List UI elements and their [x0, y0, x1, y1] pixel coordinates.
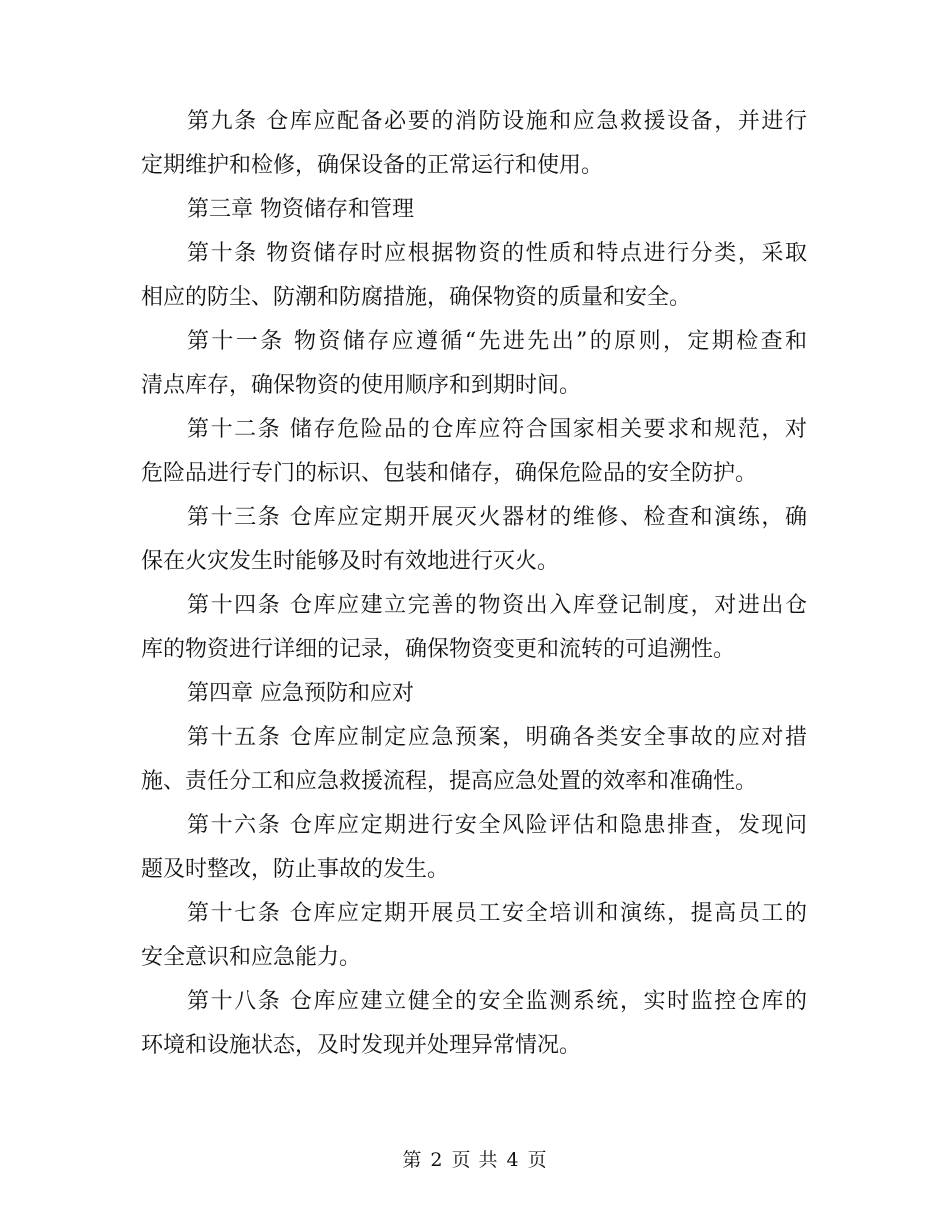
text-line: 第十四条 仓库应建立完善的物资出入库登记制度，对进出仓 [187, 593, 807, 618]
footer-suffix: 页 [527, 1149, 548, 1171]
text-line: 保在火灾发生时能够及时有效地进行灭火。 [141, 549, 560, 574]
text-line: 第十五条 仓库应制定应急预案，明确各类安全事故的应对措 [187, 725, 807, 750]
article-paragraph [141, 892, 807, 980]
text-line: 定期维护和检修，确保设备的正常运行和使用。 [141, 153, 604, 178]
text-line: 安全意识和应急能力。 [141, 945, 362, 970]
chapter-heading [141, 188, 807, 232]
article-paragraph [141, 980, 807, 1068]
text-line: 第十一条 物资储存应遵循“先进先出”的原则，定期检查和 [187, 329, 807, 354]
text-line: 清点库存，确保物资的使用顺序和到期时间。 [141, 373, 582, 398]
text-line: 第三章 物资储存和管理 [187, 197, 414, 222]
document-body [141, 100, 807, 1068]
chapter-heading [141, 672, 807, 716]
article-paragraph [141, 496, 807, 584]
text-line: 第九条 仓库应配备必要的消防设施和应急救援设备，并进行 [187, 109, 807, 134]
text-line: 库的物资进行详细的记录，确保物资变更和流转的可追溯性。 [141, 637, 736, 662]
footer-prefix: 第 [402, 1149, 423, 1171]
text-line: 第十二条 储存危险品的仓库应符合国家相关要求和规范，对 [187, 417, 807, 442]
text-line: 第十八条 仓库应建立健全的安全监测系统，实时监控仓库的 [187, 989, 807, 1014]
page-footer [0, 1145, 950, 1175]
text-line: 第十七条 仓库应定期开展员工安全培训和演练，提高员工的 [187, 901, 807, 926]
text-line: 题及时整改，防止事故的发生。 [141, 857, 450, 882]
footer-middle: 页 共 [451, 1149, 499, 1171]
text-line: 危险品进行专门的标识、包装和储存，确保危险品的安全防护。 [141, 461, 758, 486]
text-line: 第四章 应急预防和应对 [187, 681, 414, 706]
article-paragraph [141, 584, 807, 672]
text-line: 第十六条 仓库应定期进行安全风险评估和隐患排查，发现问 [187, 813, 807, 838]
text-line: 施、责任分工和应急救援流程，提高应急处置的效率和准确性。 [141, 769, 758, 794]
text-line: 相应的防尘、防潮和防腐措施，确保物资的质量和安全。 [141, 285, 692, 310]
article-paragraph [141, 232, 807, 320]
text-line: 第十条 物资储存时应根据物资的性质和特点进行分类，采取 [187, 241, 807, 266]
article-paragraph [141, 408, 807, 496]
text-line: 第十三条 仓库应定期开展灭火器材的维修、检查和演练，确 [187, 505, 807, 530]
footer-total-pages: 4 [506, 1149, 520, 1171]
footer-current-page: 2 [430, 1149, 444, 1171]
article-paragraph [141, 100, 807, 188]
text-line: 环境和设施状态，及时发现并处理异常情况。 [141, 1033, 582, 1058]
article-paragraph [141, 804, 807, 892]
article-paragraph [141, 716, 807, 804]
article-paragraph [141, 320, 807, 408]
